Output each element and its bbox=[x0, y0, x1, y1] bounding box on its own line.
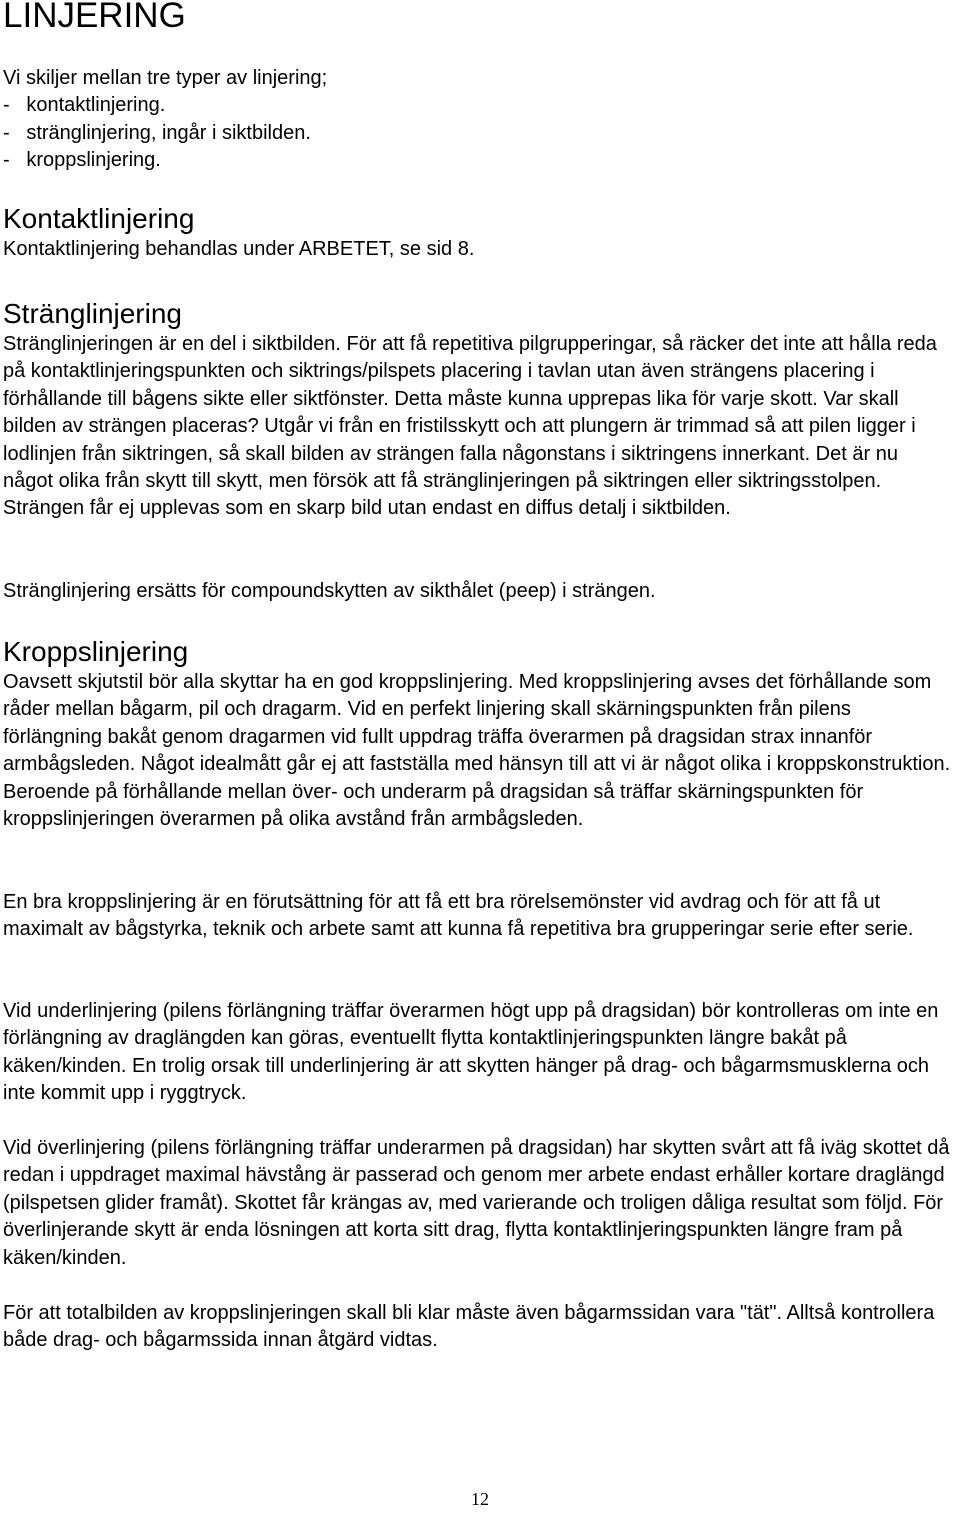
type-list-item: - kroppslinjering. bbox=[3, 149, 161, 172]
section-kroppslinjering bbox=[3, 635, 953, 833]
intro-text: Vi skiljer mellan tre typer av linjering; bbox=[3, 67, 328, 89]
paragraph-block bbox=[3, 1135, 953, 1272]
paragraph: Oavsett skjutstil bör alla skyttar ha en god kroppslinjering. Med kroppslinjering avses det förhållande som råder mellan bågarm, pil och dragarm. Vid en perfekt linjering skall skärningspunkten från pilens förlängning bakåt genom dragarmen vid fullt uppdrag träffa överarmen på dragsidan strax innanför armbågsleden. Något idealmått går ej att fastställa med hänsyn till att vi är något olika i kroppskonstruktion. Beroende på förhållande mellan över- och underarm på dragsidan så träffar skärningspunkten för kroppslinjeringen överarmen på olika avstånd från armbågsleden. bbox=[3, 671, 951, 831]
paragraph: Stränglinjeringen är en del i siktbilden. För att få repetitiva pilgrupperingar, så räcker det inte att hålla reda på kontaktlinjeringspunkten och siktrings/pilspets placering i tavlan utan även strängens placering i förhållande till bågens sikte eller siktfönster. Detta måste kunna upprepas lika för varje skott. Var skall bilden av strängen placeras? Utgår vi från en fristilsskytt och att plungern är trimmad så att pilen ligger i lodlinjen från siktringen, så skall bilden av strängen falla någonstans i siktringens innerkant. Det är nu något olika från skytt till skytt, men försök att få stränglinjeringen på siktringen eller siktringsstolpen. Strängen får ej upplevas som en skarp bild utan endast en diffus detalj i siktbilden. bbox=[3, 333, 937, 520]
intro-block bbox=[3, 65, 953, 175]
paragraph-block bbox=[3, 998, 953, 1108]
type-list-item: - kontaktlinjering. bbox=[3, 94, 166, 117]
paragraph-block bbox=[3, 889, 953, 944]
section-heading: Kroppslinjering bbox=[3, 636, 189, 667]
paragraph: Stränglinjering ersätts för compoundskytten av sikthålet (peep) i strängen. bbox=[3, 580, 656, 602]
section-text: Kontaktlinjering behandlas under ARBETET, se sid 8. bbox=[3, 238, 475, 260]
section-kontaktlinjering bbox=[3, 202, 953, 263]
section-heading: Stränglinjering bbox=[3, 298, 182, 329]
page-title: LINJERING bbox=[3, 0, 186, 35]
page-number: 12 bbox=[471, 1489, 489, 1509]
section-stranglinjering bbox=[3, 297, 953, 523]
section-heading: Kontaktlinjering bbox=[3, 203, 195, 234]
paragraph: Vid underlinjering (pilens förlängning träffar överarmen högt upp på dragsidan) bör kontrolleras om inte en förlängning av draglängden kan göras, eventuellt flytta kontaktlinjeringspunkten längre bakåt på käken/kinden. En trolig orsak till underlinjering är att skytten hänger på drag- och bågarmsmusklerna och inte kommit upp i ryggtryck. bbox=[3, 1000, 939, 1105]
compound-note bbox=[3, 578, 953, 605]
paragraph: En bra kroppslinjering är en förutsättning för att få ett bra rörelsemönster vid avdrag och för att få ut maximalt av bågstyrka, teknik och arbete samt att kunna få repetitiva bra grupperingar serie efter serie. bbox=[3, 891, 914, 941]
paragraph: Vid överlinjering (pilens förlängning träffar underarmen på dragsidan) har skytten svårt att få iväg skottet då redan i uppdraget maximal hävstång är passerad och genom mer arbete endast erhåller kortare draglängd (pilspetsen glider framåt). Skottet får krängas av, med varierande och troligen dåliga resultat som följd. För överlinjerande skytt är enda lösningen att korta sitt drag, flytta kontaktlinjeringspunkten längre fram på käken/kinden. bbox=[3, 1137, 950, 1269]
type-list-item: - stränglinjering, ingår i siktbilden. bbox=[3, 121, 311, 144]
paragraph-block bbox=[3, 1300, 953, 1355]
paragraph: För att totalbilden av kroppslinjeringen skall bli klar måste även bågarmssidan vara "tät". Alltså kontrollera både drag- och bågarmssida innan åtgärd vidtas. bbox=[3, 1302, 935, 1352]
